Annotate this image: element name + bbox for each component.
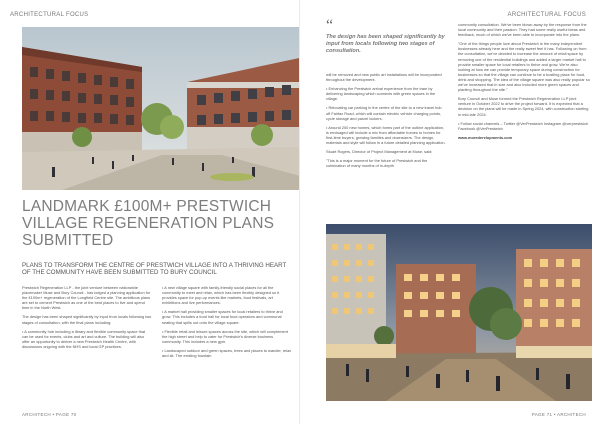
page-folio: ARCHITECH • PAGE 70	[22, 412, 77, 417]
section-label: ARCHITECTURAL FOCUS	[507, 12, 586, 18]
paragraph: community consultation. We've been blown away by the response from the local community and their passion. They had some really useful ideas and feedback, much of which we've been able to incorporate into the plans.	[458, 22, 587, 38]
quote-mark-icon: “	[326, 17, 334, 34]
pull-quote: The design has been shaped significantly by input from locals following two stages of consultation.	[326, 34, 445, 54]
paragraph: • A new village square with family-friendly social places for all the community to meet and relax, which has been flexibly designed so it provides space for pop-up events like markets, food festivals, art exhibitions and live performances.	[162, 285, 280, 306]
paragraph: The design has been shaped significantly by input from locals following two stages of consultation, with the final plans including:	[22, 314, 152, 325]
body-column-3	[326, 72, 446, 172]
paragraph: "This is a major moment for the future of Prestwich and the culmination of many months of in-depth	[326, 158, 428, 169]
body-column-4	[458, 22, 590, 144]
paragraph: • Relocating car parking in the centre of the site to a new travel hub off Fairfax Road, which will contain electric vehicle charging points, cycle storage and parcel lockers.	[326, 105, 442, 121]
social-links: • Follow social channels – Twitter @VerPrestwich Instagram @verprestwich Facebook @VerPrestwich	[458, 120, 589, 131]
paragraph: • Around 200 new homes, which forms part of the outline application, is envisaged will include a mix from affordable homes to homes for first-time buyers, growing families and downsizers. The design, materials and style will follow in a future detailed planning application.	[326, 124, 446, 146]
paragraph: • A community hub including a library and flexible community space that can be used for events, clubs and art and culture. The building will also offer an opportunity to deliver a new Prestwich Health Centre, with discussions ongoing with the NHS and local GP practices.	[22, 328, 146, 349]
paragraph: "One of the things people love about Prestwich is the many independent businesses already here and the really sweet feel it has. Following on from the consultation, we've decided to increase the amount of retail space by removing one of the residential buildings and added a larger market hall to provide smaller space for local retailers to thrive and grow. We're also looking at how we can provide temporary space during construction for businesses so that the village can continue to be a bustling place for food, drink and shopping. The idea of the village square was also really popular so we've increased that in size and also included more green spaces and planting throughout the site."	[458, 41, 590, 93]
paragraph: • A market hall providing smaller spaces for local retailers to thrive and grow. This includes a food hall for local food operators and communal seating that spills out onto the village square.	[162, 309, 283, 325]
article-headline: LANDMARK £100M+ PRESTWICH VILLAGE REGENERATION PLANS SUBMITTED	[22, 198, 275, 249]
article-subhead: PLANS TO TRANSFORM THE CENTRE OF PRESTWICH VILLAGE INTO A THRIVING HEART OF THE COMMUNITY HAVE BEEN SUBMITTED TO BURY COUNCIL	[22, 262, 287, 277]
section-label: ARCHITECTURAL FOCUS	[10, 12, 89, 18]
hero-rendering-image	[22, 27, 304, 190]
paragraph: • Flexible retail and leisure spaces across the site, which will complement the high street and help to cater for Prestwich's diverse business community. This includes a new gym.	[162, 328, 288, 344]
village-square-rendering	[326, 224, 592, 401]
paragraph: • Enhancing the Prestwich arrival experience from the tram by delivering landscaping which connects with green spaces in the village.	[326, 86, 436, 102]
page-folio: PAGE 71 • ARCHITECH	[531, 412, 586, 417]
square-rendering-image	[326, 224, 592, 401]
paragraph: • Landscaped outdoor and green spaces, trees and places to wander, relax and sit. The existing fountain	[162, 347, 292, 359]
paragraph: Stuart Rogers, Director of Project Management at Muse, said:	[326, 149, 433, 155]
paragraph: Prestwich Regeneration LLP - the joint venture between nationwide placemaker Muse and Bury Council - has lodged a planning application for the £100m+ regeneration of the Longfield Centre site. The ambitious plans are set to cement Prestwich as one of the best places to live and spend time in the North West.	[22, 285, 151, 311]
body-column-2	[162, 285, 292, 362]
website-link[interactable]: www.morederelopments.com	[458, 134, 513, 140]
body-column-1	[22, 285, 152, 353]
paragraph: Bury Council and Muse formed the Prestwich Regeneration LLP joint venture in October 2022 to drive the project forward. It is expected that a decision on the plans will be made in Spring 2024, with construction starting in mid-late 2024.	[458, 96, 589, 117]
paragraph: will be removed and new public art installations will be incorporated throughout the development.	[326, 72, 442, 83]
architectural-rendering	[22, 27, 304, 190]
